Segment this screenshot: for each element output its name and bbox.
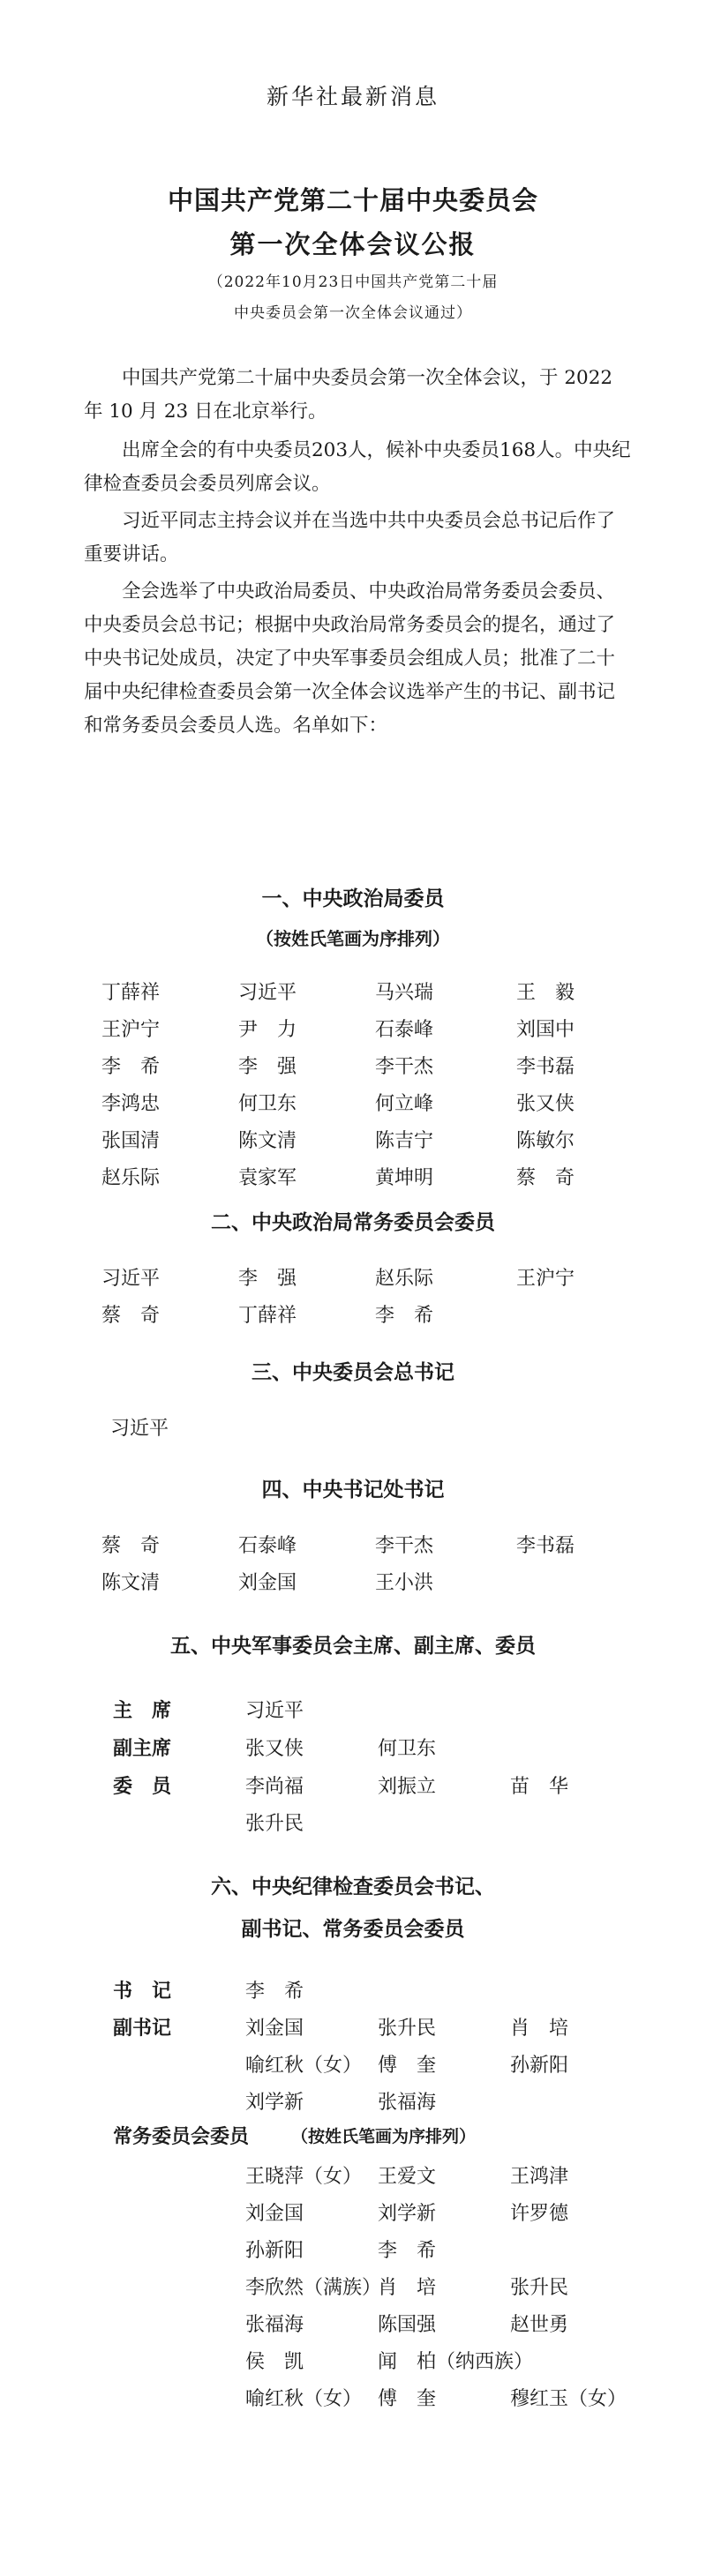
politburo-member-name: 李书磊 — [516, 1056, 575, 1078]
section-3-title: 三、中央委员会总书记 — [252, 1361, 454, 1384]
ccdi-standing-label: 常务委员会委员 — [113, 2126, 250, 2148]
politburo-member-name: 李鸿忠 — [101, 1093, 161, 1115]
paragraph-4: 全会选举了中央政治局委员、中央政治局常务委员会委员、中央委员会总书记；根据中央政治局常务委员会的提名，通过了中央书记处成员，决定了中央军事委员会组成人员；批准了二十届中央纪律检查委员会第一次全体会议选举产生的书记、副书记和常务委员会委员人选。名单如下： — [84, 580, 616, 737]
politburo-member-name: 何立峰 — [375, 1093, 434, 1115]
section-2-title: 二、中央政治局常务委员会委员 — [211, 1211, 495, 1234]
communique-title-line2: 第一次全体会议公报 — [229, 229, 477, 259]
politburo-member-name: 陈吉宁 — [375, 1130, 434, 1152]
secretariat-member-name: 陈文清 — [101, 1572, 161, 1594]
secretariat-member-name: 李书磊 — [516, 1535, 575, 1557]
standing-member-name: 李 希 — [375, 1305, 434, 1327]
ccdi-standing-member-name: 赵世勇 — [510, 2314, 569, 2336]
standing-member-name: 丁薛祥 — [238, 1305, 297, 1327]
ccdi-standing-member-name: 王爱文 — [378, 2166, 437, 2188]
ccdi-standing-member-name: 李欣然（满族） — [245, 2277, 382, 2299]
politburo-member-name: 王沪宁 — [101, 1019, 161, 1041]
section-6-title-line1: 六、中央纪律检查委员会书记、 — [211, 1876, 495, 1898]
secretariat-member-name: 石泰峰 — [238, 1535, 297, 1557]
ccdi-standing-member-name: 侯 凯 — [245, 2351, 304, 2373]
paragraph-3: 习近平同志主持会议并在当选中共中央委员会总书记后作了重要讲话。 — [84, 510, 616, 565]
ccdi-deputy-name: 刘金国 — [245, 2018, 304, 2040]
paragraph-1: 中国共产党第二十届中央委员会第一次全体会议，于 2022 年 10 月 23 日在北京举行。 — [84, 367, 613, 423]
ccdi-deputy-name: 肖 培 — [510, 2018, 569, 2040]
cmc-member-label: 委 员 — [113, 1776, 172, 1798]
communique-title-line1: 中国共产党第二十届中央委员会 — [167, 185, 538, 215]
cmc-member-name: 李尚福 — [245, 1776, 304, 1798]
subtitle-line2: 中央委员会第一次全体会议通过） — [234, 304, 472, 322]
politburo-member-name: 丁薛祥 — [101, 982, 161, 1004]
ccdi-standing-member-name: 刘金国 — [245, 2203, 304, 2225]
ccdi-standing-member-name: 傅 奎 — [378, 2388, 437, 2410]
kicker: 新华社最新消息 — [266, 84, 439, 109]
politburo-member-name: 习近平 — [238, 982, 297, 1004]
politburo-member-name: 王 毅 — [516, 982, 575, 1004]
politburo-member-name: 石泰峰 — [375, 1019, 434, 1041]
cmc-member-name: 刘振立 — [378, 1776, 437, 1798]
ccdi-standing-member-name: 肖 培 — [378, 2277, 437, 2299]
politburo-member-name: 马兴瑞 — [375, 982, 434, 1004]
standing-member-name: 李 强 — [238, 1268, 297, 1290]
ccdi-standing-member-name: 张福海 — [245, 2314, 304, 2336]
ccdi-deputy-label: 副书记 — [113, 2018, 172, 2040]
ccdi-secretary-label: 书 记 — [113, 1981, 172, 2003]
ccdi-deputy-name: 张福海 — [378, 2092, 437, 2114]
cmc-member-name: 苗 华 — [510, 1776, 569, 1798]
politburo-member-name: 张又侠 — [516, 1093, 575, 1115]
ccdi-standing-member-name: 喻红秋（女） — [245, 2388, 363, 2410]
standing-member-name: 习近平 — [101, 1268, 161, 1290]
cmc-member-name: 张升民 — [245, 1813, 304, 1835]
section-6-title-line2: 副书记、常务委员会委员 — [241, 1918, 465, 1941]
ccdi-deputy-name: 张升民 — [378, 2018, 437, 2040]
ccdi-secretary-name: 李 希 — [245, 1981, 304, 2003]
politburo-member-name: 黄坤明 — [375, 1167, 434, 1189]
politburo-member-name: 陈敏尔 — [516, 1130, 575, 1152]
politburo-member-name: 李干杰 — [375, 1056, 434, 1078]
ccdi-standing-member-name: 张升民 — [510, 2277, 569, 2299]
cmc-vice-name: 张又侠 — [245, 1738, 304, 1760]
standing-member-name: 蔡 奇 — [101, 1305, 161, 1327]
ccdi-standing-member-name: 孙新阳 — [245, 2240, 304, 2262]
cmc-vice-name: 何卫东 — [378, 1738, 437, 1760]
ccdi-standing-member-name: 闻 柏（纳西族） — [378, 2351, 534, 2373]
politburo-member-name: 李 强 — [238, 1056, 297, 1078]
politburo-member-name: 蔡 奇 — [516, 1167, 575, 1189]
ccdi-standing-member-name: 陈国强 — [378, 2314, 437, 2336]
ccdi-standing-member-name: 王鸿津 — [510, 2166, 569, 2188]
politburo-member-name: 袁家军 — [238, 1167, 297, 1189]
politburo-member-name: 李 希 — [101, 1056, 161, 1078]
politburo-member-name: 尹 力 — [238, 1019, 297, 1041]
ccdi-standing-member-name: 穆红玉（女） — [510, 2388, 627, 2410]
ccdi-standing-member-name: 李 希 — [378, 2240, 437, 2262]
general-secretary-name: 习近平 — [110, 1418, 169, 1440]
politburo-member-name: 赵乐际 — [101, 1167, 161, 1189]
secretariat-member-name: 刘金国 — [238, 1572, 297, 1594]
section-1-note: （按姓氏笔画为序排列） — [256, 928, 450, 949]
ccdi-deputy-name: 孙新阳 — [510, 2055, 569, 2077]
ccdi-deputy-name: 傅 奎 — [378, 2055, 437, 2077]
politburo-member-name: 何卫东 — [238, 1093, 297, 1115]
ccdi-deputy-name: 刘学新 — [245, 2092, 304, 2114]
cmc-vice-label: 副主席 — [113, 1738, 172, 1760]
cmc-chair-name: 习近平 — [245, 1700, 304, 1722]
ccdi-standing-member-name: 王晓萍（女） — [245, 2166, 363, 2188]
secretariat-member-name: 王小洪 — [375, 1572, 434, 1594]
politburo-member-name: 刘国中 — [516, 1019, 575, 1041]
ccdi-standing-note: （按姓氏笔画为序排列） — [291, 2127, 477, 2146]
paragraph-2: 出席全会的有中央委员203人，候补中央委员168人。中央纪律检查委员会委员列席会议。 — [84, 439, 631, 495]
section-4-title: 四、中央书记处书记 — [261, 1479, 445, 1501]
ccdi-standing-member-name: 许罗德 — [510, 2203, 569, 2225]
cmc-chair-label: 主 席 — [113, 1700, 172, 1722]
ccdi-standing-member-name: 刘学新 — [378, 2203, 437, 2225]
secretariat-member-name: 蔡 奇 — [101, 1535, 161, 1557]
politburo-member-name: 张国清 — [101, 1130, 161, 1152]
standing-member-name: 赵乐际 — [375, 1268, 434, 1290]
ccdi-deputy-name: 喻红秋（女） — [245, 2055, 363, 2077]
subtitle-line1: （2022年10月23日中国共产党第二十届 — [207, 273, 499, 291]
politburo-member-name: 陈文清 — [238, 1130, 297, 1152]
secretariat-member-name: 李干杰 — [375, 1535, 434, 1557]
section-5-title: 五、中央军事委员会主席、副主席、委员 — [170, 1635, 536, 1658]
standing-member-name: 王沪宁 — [516, 1268, 575, 1290]
section-1-title: 一、中央政治局委员 — [261, 887, 445, 910]
